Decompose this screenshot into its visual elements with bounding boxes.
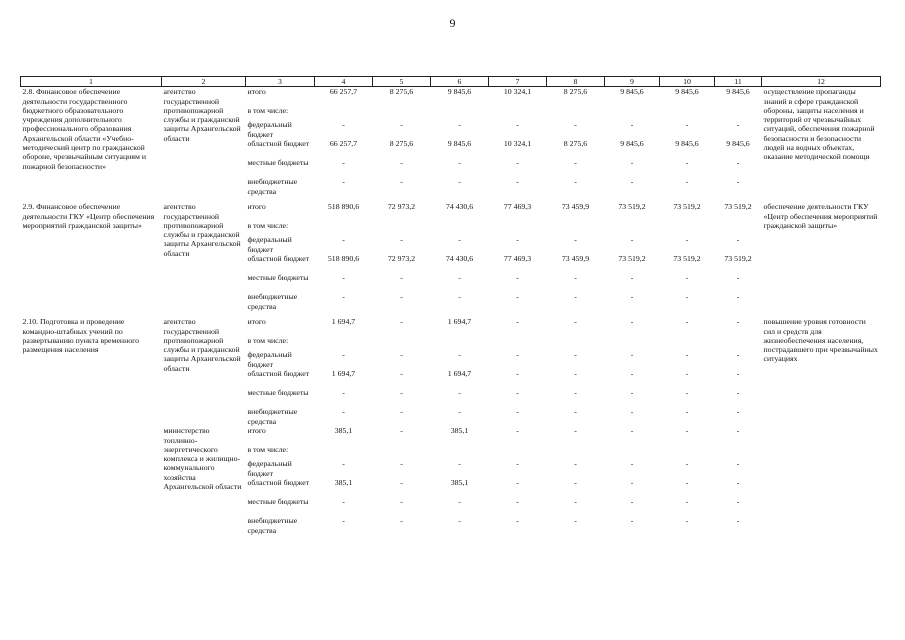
funding-value: 73 519,2 — [618, 254, 646, 264]
activity-title: 2.8. Финансовое обеспечение деятельности государственного бюджетного образовательного учреждения дополнительного профессионального образования Архангельской области «Учебно-методический центр по гражданской обороне, чрезвычайным ситуациям и пожарной безопасности» — [22, 87, 146, 171]
funding-value: 9 845,6 — [620, 87, 644, 97]
funding-value — [605, 106, 660, 120]
funding-value: - — [685, 235, 689, 245]
funding-value: - — [574, 317, 577, 327]
funding-value: - — [342, 177, 345, 187]
funding-value: - — [736, 350, 740, 360]
funding-value: - — [685, 120, 689, 130]
funding-value: - — [574, 158, 577, 168]
funding-value: - — [630, 516, 634, 526]
funding-value: 385,1 — [334, 426, 353, 436]
funding-source-label: федеральный бюджет — [247, 235, 292, 254]
funding-value: 1 694,7 — [331, 369, 356, 379]
funding-value — [715, 445, 762, 459]
funding-value: - — [458, 350, 461, 360]
funding-value: - — [736, 478, 740, 488]
funding-value: - — [685, 369, 689, 379]
funding-value: 73 519,2 — [618, 202, 646, 212]
funding-source-label: федеральный бюджет — [247, 350, 292, 369]
funding-value: - — [630, 369, 634, 379]
funding-value: - — [458, 177, 461, 187]
funding-value: - — [342, 292, 345, 302]
funding-value — [373, 106, 431, 120]
column-header-1: 1 — [21, 77, 162, 87]
funding-value: 73 519,2 — [724, 202, 752, 212]
funding-value: - — [685, 497, 689, 507]
funding-value: - — [342, 350, 345, 360]
funding-value: - — [574, 350, 577, 360]
column-header-8: 8 — [547, 77, 605, 87]
funding-value: 1 694,7 — [447, 317, 472, 327]
funding-value: - — [630, 292, 634, 302]
funding-value: - — [736, 369, 740, 379]
funding-value — [547, 106, 605, 120]
funding-source-label: в том числе: — [247, 106, 289, 116]
funding-value: - — [516, 235, 519, 245]
funding-value — [660, 221, 715, 235]
funding-value: - — [342, 516, 345, 526]
funding-value — [715, 336, 762, 350]
funding-source-label: внебюджетные средства — [247, 516, 298, 535]
funding-source-label: внебюджетные средства — [247, 177, 298, 196]
funding-source-label: местные бюджеты — [247, 388, 309, 398]
funding-value: 9 845,6 — [447, 87, 472, 97]
funding-value: - — [400, 369, 403, 379]
funding-value: - — [400, 516, 403, 526]
funding-value: 9 845,6 — [620, 139, 644, 149]
expected-result: обеспечение деятельности ГКУ «Центр обеспечения мероприятий гражданской защиты» — [763, 202, 878, 230]
funding-value: - — [516, 120, 519, 130]
funding-value: - — [630, 273, 634, 283]
funding-value: 518 890,6 — [327, 202, 360, 212]
funding-value: 518 890,6 — [327, 254, 360, 264]
funding-value: 73 519,2 — [673, 202, 701, 212]
funding-value: - — [736, 317, 740, 327]
funding-source-label: итого — [247, 317, 266, 327]
funding-source-label: итого — [247, 426, 266, 436]
funding-value: - — [685, 478, 689, 488]
funding-value: - — [516, 459, 519, 469]
funding-value: - — [400, 407, 403, 417]
funding-value: 66 257,7 — [329, 139, 358, 149]
funding-value: - — [630, 407, 634, 417]
funding-value: - — [630, 350, 634, 360]
funding-value: - — [400, 158, 403, 168]
funding-value: - — [400, 273, 403, 283]
funding-value: - — [630, 426, 634, 436]
funding-value: - — [516, 350, 519, 360]
column-header-2: 2 — [162, 77, 246, 87]
funding-value — [489, 336, 547, 350]
funding-value: - — [574, 388, 577, 398]
funding-value — [431, 336, 489, 350]
executor-name: агентство государственной противопожарной службы и гражданской защиты Архангельской области — [163, 87, 241, 143]
funding-value: - — [736, 235, 740, 245]
funding-value: - — [516, 497, 519, 507]
funding-value: - — [342, 497, 345, 507]
funding-value — [489, 106, 547, 120]
funding-value: - — [736, 158, 740, 168]
funding-value — [605, 445, 660, 459]
funding-value: - — [736, 388, 740, 398]
funding-value: - — [574, 120, 577, 130]
funding-value — [431, 445, 489, 459]
funding-value: 77 469,3 — [503, 202, 532, 212]
funding-value: - — [630, 317, 634, 327]
funding-value — [315, 445, 373, 459]
funding-value: - — [685, 459, 689, 469]
funding-value: - — [400, 388, 403, 398]
funding-source-label: областной бюджет — [247, 369, 310, 379]
column-number-row — [21, 77, 881, 87]
funding-source-label: в том числе: — [247, 336, 289, 346]
funding-value: - — [630, 459, 634, 469]
funding-value — [315, 336, 373, 350]
funding-value: - — [574, 497, 577, 507]
funding-value — [373, 221, 431, 235]
funding-value: - — [342, 273, 345, 283]
funding-value: - — [516, 426, 519, 436]
funding-value: - — [516, 407, 519, 417]
funding-value: - — [685, 177, 689, 187]
funding-value: - — [458, 273, 461, 283]
funding-value: - — [630, 177, 634, 187]
funding-value: - — [685, 350, 689, 360]
funding-value: 8 275,6 — [563, 87, 588, 97]
funding-value: 77 469,3 — [503, 254, 532, 264]
funding-source-label: федеральный бюджет — [247, 459, 292, 478]
funding-value — [660, 445, 715, 459]
funding-value: - — [574, 459, 577, 469]
funding-value — [373, 336, 431, 350]
funding-value: - — [574, 273, 577, 283]
funding-value: - — [516, 317, 519, 327]
funding-value — [660, 336, 715, 350]
funding-value: 72 973,2 — [387, 254, 416, 264]
funding-value: - — [458, 459, 461, 469]
funding-value: - — [400, 497, 403, 507]
funding-value: - — [342, 407, 345, 417]
funding-value: 385,1 — [450, 426, 469, 436]
funding-value: - — [736, 120, 740, 130]
column-header-9: 9 — [605, 77, 660, 87]
funding-value: 1 694,7 — [447, 369, 472, 379]
funding-value — [315, 106, 373, 120]
funding-value: - — [736, 292, 740, 302]
funding-value: - — [685, 317, 689, 327]
executor-name: агентство государственной противопожарной службы и гражданской защиты Архангельской области — [163, 202, 241, 258]
funding-value: - — [630, 388, 634, 398]
funding-value: 385,1 — [334, 478, 353, 488]
funding-value: - — [516, 177, 519, 187]
funding-value: - — [685, 292, 689, 302]
funding-source-label: местные бюджеты — [247, 158, 309, 168]
expected-result: повышение уровня готовности сил и средств для жизнеобеспечения населения, пострадавшего при чрезвычайных ситуациях — [763, 317, 878, 364]
funding-source-label: областной бюджет — [247, 254, 310, 264]
funding-value: - — [342, 459, 345, 469]
funding-value: - — [400, 478, 403, 488]
funding-value: - — [736, 459, 740, 469]
funding-value: 8 275,6 — [389, 139, 414, 149]
funding-value: - — [458, 235, 461, 245]
funding-value: 72 973,2 — [387, 202, 416, 212]
funding-value: - — [685, 516, 689, 526]
funding-value: 1 694,7 — [331, 317, 356, 327]
funding-value: - — [516, 388, 519, 398]
funding-value — [315, 221, 373, 235]
funding-value: - — [400, 292, 403, 302]
column-header-4: 4 — [315, 77, 373, 87]
funding-value: - — [685, 388, 689, 398]
funding-value: 73 459,9 — [561, 254, 590, 264]
funding-value: 9 845,6 — [726, 87, 750, 97]
funding-value — [715, 221, 762, 235]
funding-source-label: в том числе: — [247, 445, 289, 455]
funding-value: - — [736, 426, 740, 436]
page-number: 9 — [449, 16, 456, 30]
funding-value: - — [400, 459, 403, 469]
funding-value — [715, 106, 762, 120]
funding-source-label: местные бюджеты — [247, 497, 309, 507]
funding-value: - — [516, 292, 519, 302]
funding-value: - — [574, 478, 577, 488]
expected-result: осуществление пропаганды знаний в сфере гражданской обороны, защиты населения и территорий от чрезвычайных ситуаций, обеспечения пожарной безопасности и безопасности людей на водных объектах, оказание методической помощи — [763, 87, 875, 162]
funding-value — [489, 221, 547, 235]
funding-value: 74 430,6 — [445, 254, 474, 264]
funding-value: - — [574, 177, 577, 187]
funding-value: - — [630, 235, 634, 245]
funding-value — [605, 221, 660, 235]
funding-value: - — [736, 407, 740, 417]
funding-value: - — [685, 158, 689, 168]
program-table — [20, 76, 881, 535]
table-row — [21, 317, 881, 336]
funding-value: - — [400, 350, 403, 360]
funding-value — [431, 106, 489, 120]
funding-value: - — [400, 235, 403, 245]
funding-source-label: итого — [247, 202, 266, 212]
funding-value: - — [342, 235, 345, 245]
funding-value: 73 459,9 — [561, 202, 590, 212]
funding-value: - — [736, 516, 740, 526]
funding-value: - — [685, 407, 689, 417]
funding-value — [373, 445, 431, 459]
activity-title: 2.10. Подготовка и проведение командно-штабных учений по развертыванию пункта временного размещения населения — [22, 317, 140, 355]
funding-value: - — [400, 177, 403, 187]
funding-value: - — [630, 120, 634, 130]
funding-value: - — [685, 426, 689, 436]
funding-value: 9 845,6 — [726, 139, 750, 149]
executor-name: министерство топливно-энергетического комплекса и жилищно-коммунального хозяйства Архангельской области — [163, 426, 242, 492]
funding-value: - — [400, 426, 403, 436]
funding-source-label: итого — [247, 87, 266, 97]
funding-value: - — [685, 273, 689, 283]
funding-value: - — [736, 177, 740, 187]
funding-value: 10 324,1 — [503, 87, 532, 97]
column-header-10: 10 — [660, 77, 715, 87]
funding-value — [547, 336, 605, 350]
funding-value: - — [342, 120, 345, 130]
activity-title: 2.9. Финансовое обеспечение деятельности ГКУ «Центр обеспечения мероприятий гражданской защиты» — [22, 202, 155, 230]
column-header-3: 3 — [246, 77, 315, 87]
funding-value: - — [458, 158, 461, 168]
column-header-6: 6 — [431, 77, 489, 87]
funding-value: - — [458, 497, 461, 507]
funding-value: - — [574, 516, 577, 526]
funding-value: - — [400, 120, 403, 130]
funding-value — [547, 221, 605, 235]
executor-name: агентство государственной противопожарной службы и гражданской защиты Архангельской области — [163, 317, 241, 373]
funding-value: - — [516, 516, 519, 526]
funding-source-label: внебюджетные средства — [247, 407, 298, 426]
funding-value — [431, 221, 489, 235]
funding-value — [489, 445, 547, 459]
table-row — [21, 202, 881, 221]
column-header-5: 5 — [373, 77, 431, 87]
funding-value: 385,1 — [450, 478, 469, 488]
funding-value: - — [516, 158, 519, 168]
funding-value: - — [458, 516, 461, 526]
funding-value: 10 324,1 — [503, 139, 532, 149]
funding-value: - — [516, 478, 519, 488]
column-header-12: 12 — [762, 77, 881, 87]
funding-value: 73 519,2 — [673, 254, 701, 264]
funding-value: - — [574, 292, 577, 302]
funding-source-label: федеральный бюджет — [247, 120, 292, 139]
funding-value: - — [574, 426, 577, 436]
funding-value: - — [736, 273, 740, 283]
funding-value — [605, 336, 660, 350]
funding-value: 66 257,7 — [329, 87, 358, 97]
funding-value: - — [630, 158, 634, 168]
funding-source-label: областной бюджет — [247, 478, 310, 488]
funding-value: 9 845,6 — [675, 87, 699, 97]
funding-value: - — [516, 369, 519, 379]
funding-value: - — [458, 292, 461, 302]
funding-source-label: внебюджетные средства — [247, 292, 298, 311]
funding-value: - — [458, 120, 461, 130]
funding-value: - — [400, 317, 403, 327]
table-row — [21, 87, 881, 107]
funding-value: - — [574, 235, 577, 245]
funding-value: - — [458, 407, 461, 417]
funding-value: 9 845,6 — [447, 139, 472, 149]
funding-value — [660, 106, 715, 120]
funding-value: 73 519,2 — [724, 254, 752, 264]
funding-value — [547, 445, 605, 459]
funding-value: - — [574, 369, 577, 379]
funding-value: - — [630, 478, 634, 488]
funding-value: - — [458, 388, 461, 398]
funding-source-label: областной бюджет — [247, 139, 310, 149]
funding-value: - — [516, 273, 519, 283]
column-header-11: 11 — [715, 77, 762, 87]
funding-source-label: местные бюджеты — [247, 273, 309, 283]
funding-value: - — [574, 407, 577, 417]
funding-value: - — [342, 158, 345, 168]
funding-value: 74 430,6 — [445, 202, 474, 212]
funding-value: 8 275,6 — [389, 87, 414, 97]
funding-value: - — [736, 497, 740, 507]
column-header-7: 7 — [489, 77, 547, 87]
funding-source-label: в том числе: — [247, 221, 289, 231]
funding-value: 9 845,6 — [675, 139, 699, 149]
funding-value: - — [342, 388, 345, 398]
funding-value: - — [630, 497, 634, 507]
funding-value: 8 275,6 — [563, 139, 588, 149]
